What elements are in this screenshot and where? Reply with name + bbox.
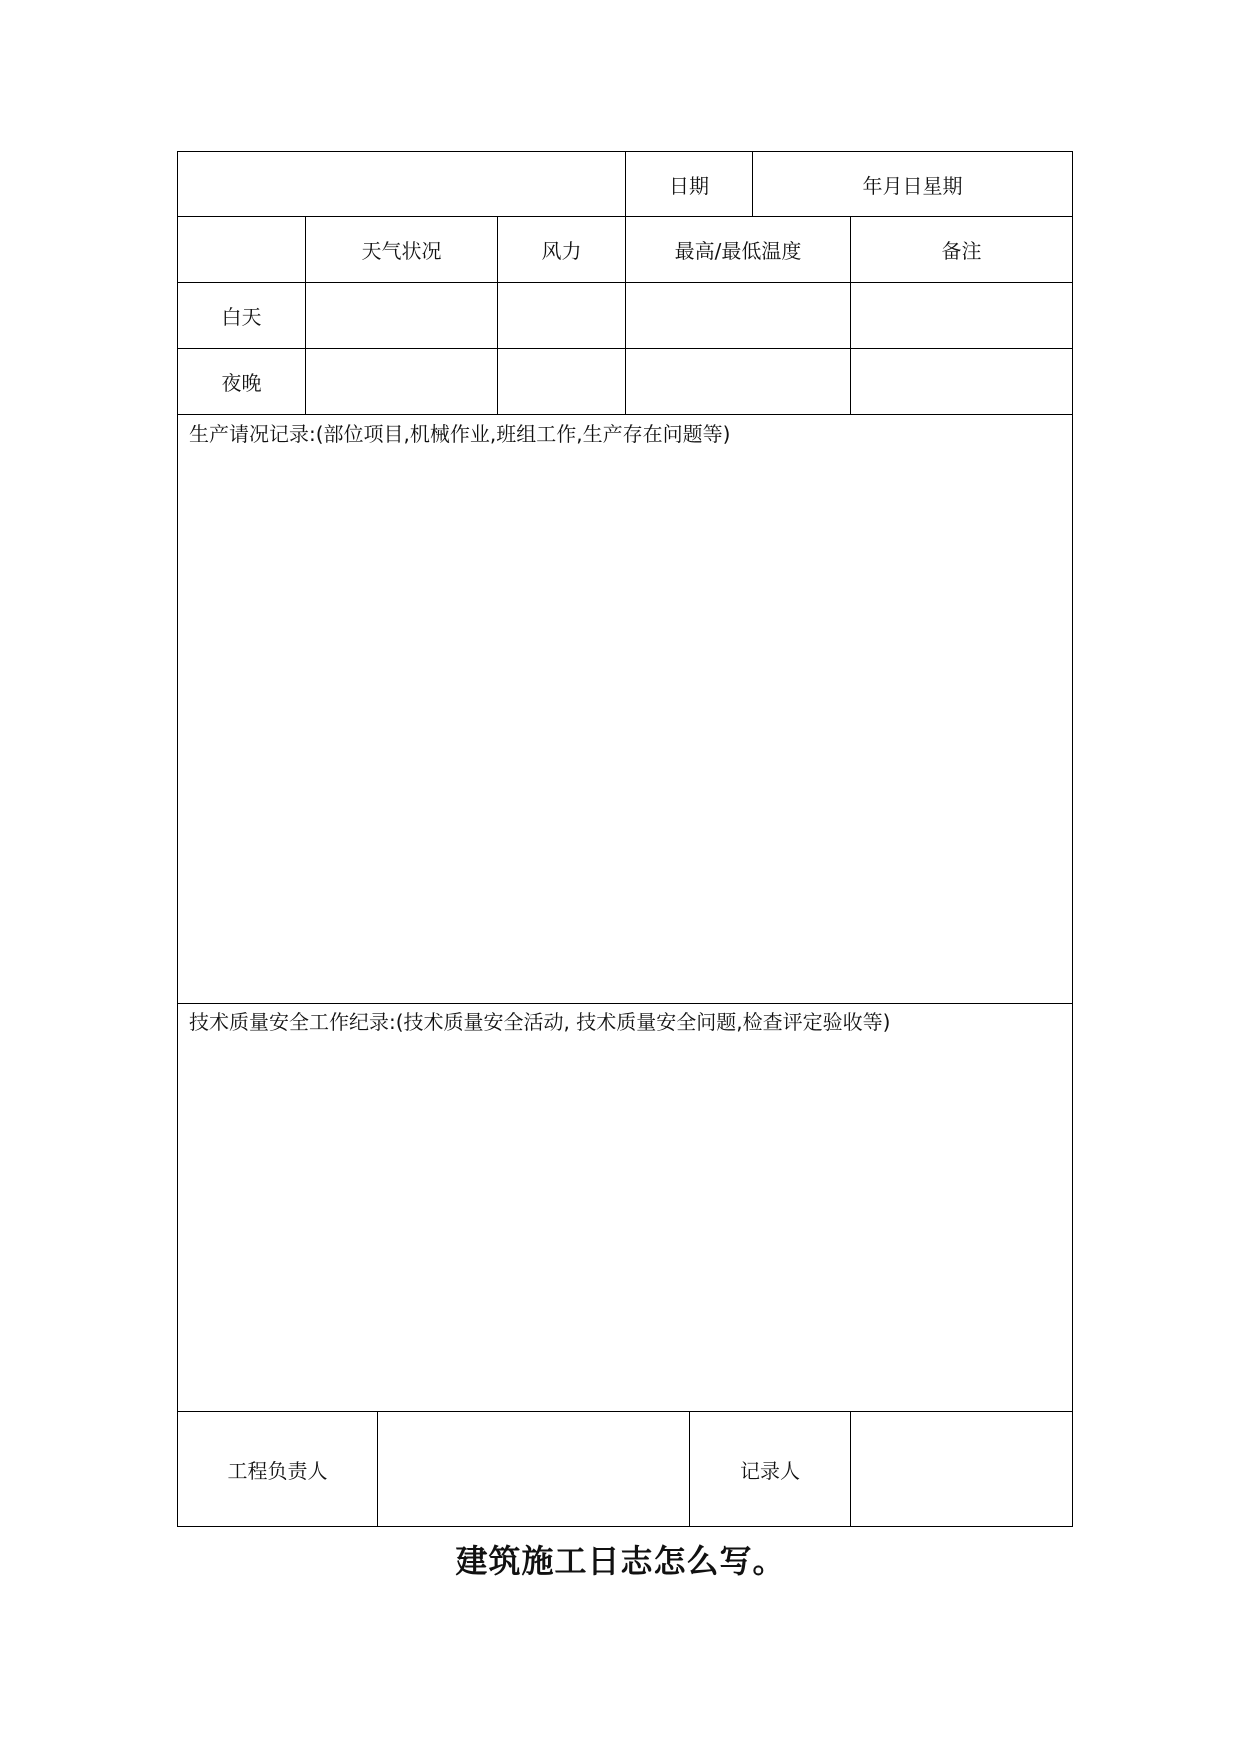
date-value: 年月日星期 (862, 173, 963, 198)
document-title: 建筑施工日志怎么写。 (455, 1542, 786, 1580)
border-right (1072, 151, 1073, 1527)
production-record-field[interactable] (178, 448, 1072, 1002)
day-wind-field[interactable] (498, 283, 625, 348)
night-remarks-field[interactable] (851, 349, 1072, 414)
column-weather-condition: 天气状况 (361, 239, 442, 263)
column-remarks: 备注 (941, 239, 982, 263)
day-remarks-field[interactable] (851, 283, 1072, 348)
recorder-field[interactable] (851, 1412, 1072, 1526)
rule-night-bottom (177, 414, 1073, 415)
day-temperature-field[interactable] (626, 283, 850, 348)
weather-corner-cell (178, 217, 305, 282)
row-label-night: 夜晚 (221, 371, 262, 395)
quality-safety-record-field[interactable] (178, 1036, 1072, 1410)
project-manager-label: 工程负责人 (227, 1458, 328, 1483)
date-label: 日期 (669, 173, 709, 198)
rule-production-bottom (177, 1003, 1073, 1004)
border-bottom (177, 1526, 1073, 1527)
project-manager-field[interactable] (378, 1412, 689, 1526)
recorder-label: 记录人 (740, 1458, 800, 1483)
quality-safety-record-label: 技术质量安全工作纪录:(技术质量安全活动, 技术质量安全问题,检查评定验收等) (189, 1010, 891, 1034)
column-wind: 风力 (541, 239, 582, 263)
night-wind-field[interactable] (498, 349, 625, 414)
row-label-day: 白天 (221, 305, 262, 329)
column-temperature: 最高/最低温度 (674, 239, 802, 263)
production-record-label: 生产请况记录:(部位项目,机械作业,班组工作,生产存在问题等) (189, 422, 731, 446)
night-weather-field[interactable] (306, 349, 497, 414)
night-temperature-field[interactable] (626, 349, 850, 414)
day-weather-field[interactable] (306, 283, 497, 348)
project-name-field[interactable] (178, 152, 625, 216)
